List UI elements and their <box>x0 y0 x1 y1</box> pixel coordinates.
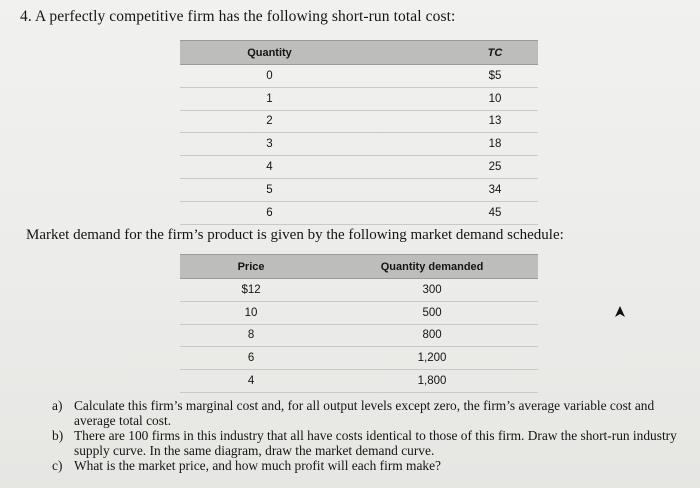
tc-cell: 10 <box>359 87 538 110</box>
table-row <box>180 178 538 201</box>
quantity-demanded-cell: 500 <box>341 301 538 324</box>
price-cell: $12 <box>180 279 341 302</box>
quantity-cell: 5 <box>180 178 359 201</box>
table-row <box>180 110 538 133</box>
total-cost-table <box>180 40 538 225</box>
tc-header: TC <box>359 41 538 65</box>
quantity-demanded-header: Quantity demanded <box>341 255 538 279</box>
quantity-header: Quantity <box>180 41 359 65</box>
price-cell: 6 <box>180 347 341 370</box>
question-item-b <box>52 428 692 458</box>
question-list <box>52 398 692 473</box>
table-row <box>180 201 538 224</box>
question-item-a <box>52 398 692 428</box>
question-text: Calculate this firm’s marginal cost and, for all output levels except zero, the firm’s average variable cost and average total cost. <box>74 398 655 428</box>
quantity-cell: 2 <box>180 110 359 133</box>
question-label: b) <box>52 428 64 443</box>
question-label: a) <box>52 398 63 413</box>
question-label: c) <box>52 458 63 473</box>
demand-intro-text: Market demand for the firm’s product is given by the following market demand schedule: <box>26 227 564 243</box>
quantity-cell: 4 <box>180 156 359 179</box>
question-title: 4. A perfectly competitive firm has the following short-run total cost: <box>20 8 456 25</box>
tc-cell: 18 <box>359 133 538 156</box>
table-row <box>180 347 538 370</box>
quantity-demanded-cell: 800 <box>341 324 538 347</box>
question-item-c <box>52 458 692 473</box>
table-row <box>180 301 538 324</box>
tc-cell: 45 <box>359 201 538 224</box>
question-text: There are 100 firms in this industry that all have costs identical to those of this firm. Draw the short-run industry supply curve. In the same diagram, draw the market demand curve. <box>74 428 677 458</box>
quantity-cell: 1 <box>180 87 359 110</box>
market-demand-table <box>180 254 538 393</box>
price-cell: 10 <box>180 301 341 324</box>
table-header-row <box>180 255 538 279</box>
table-row <box>180 324 538 347</box>
table-row <box>180 65 538 88</box>
tc-cell: $5 <box>359 65 538 88</box>
question-text: What is the market price, and how much profit will each firm make? <box>74 458 441 473</box>
table-row <box>180 279 538 302</box>
table-header-row <box>180 41 538 65</box>
tc-cell: 25 <box>359 156 538 179</box>
table-row <box>180 133 538 156</box>
quantity-demanded-cell: 300 <box>341 279 538 302</box>
quantity-cell: 6 <box>180 201 359 224</box>
quantity-demanded-cell: 1,200 <box>341 347 538 370</box>
quantity-cell: 0 <box>180 65 359 88</box>
price-cell: 8 <box>180 324 341 347</box>
table-row <box>180 87 538 110</box>
table-row <box>180 156 538 179</box>
table-row <box>180 370 538 393</box>
quantity-demanded-cell: 1,800 <box>341 370 538 393</box>
tc-cell: 34 <box>359 178 538 201</box>
price-cell: 4 <box>180 370 341 393</box>
price-header: Price <box>180 255 341 279</box>
tc-cell: 13 <box>359 110 538 133</box>
quantity-cell: 3 <box>180 133 359 156</box>
mouse-pointer-icon <box>613 305 627 319</box>
